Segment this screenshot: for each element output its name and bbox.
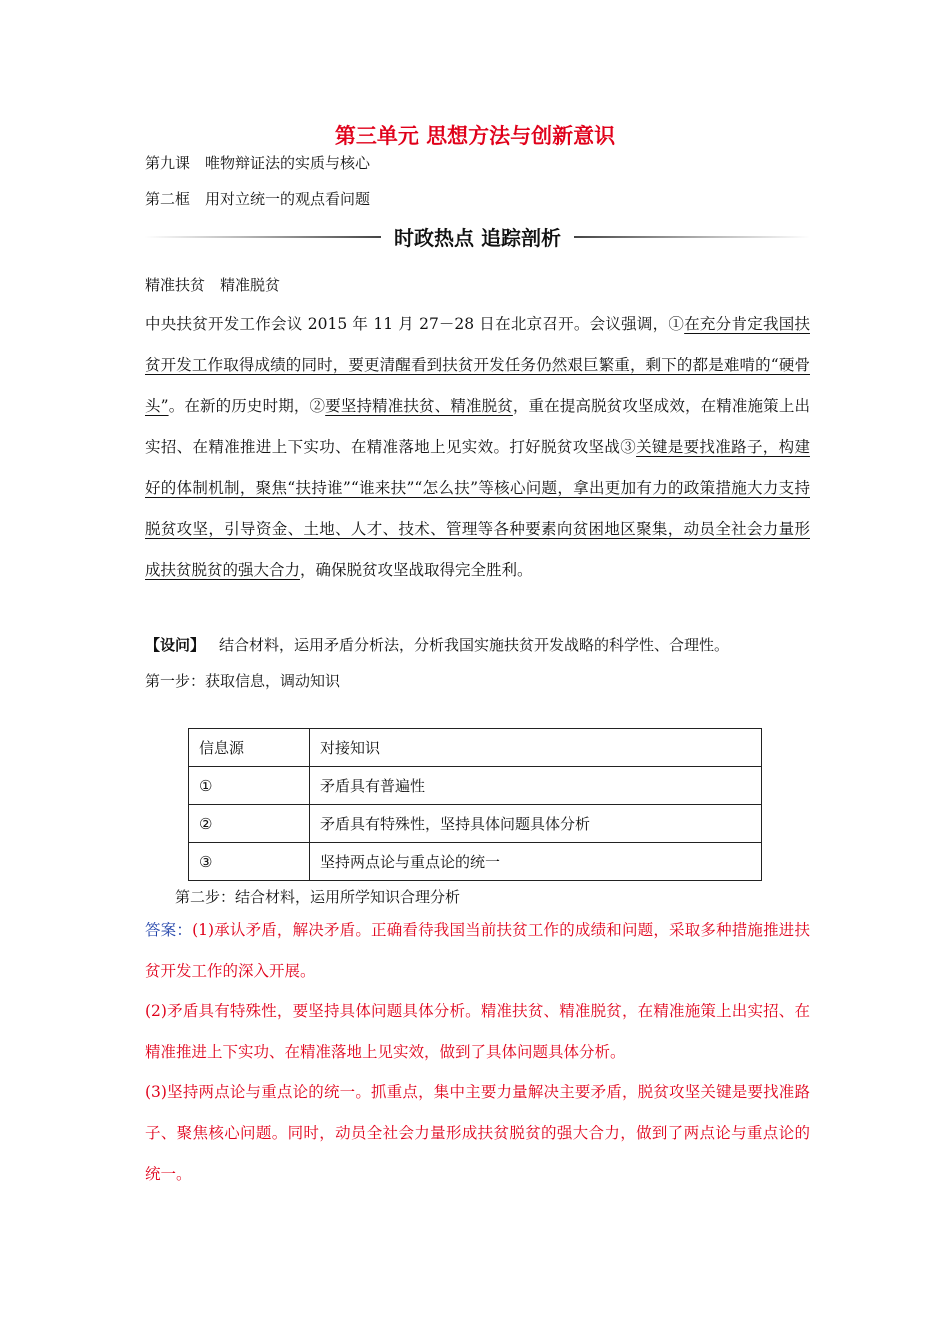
table-header-cell: 信息源 [189, 729, 310, 767]
material-text-4: ，确保脱贫攻坚战取得完全胜利。 [300, 561, 533, 579]
lesson-title: 第九课 唯物辩证法的实质与核心 [145, 154, 371, 172]
material-text-1: 中央扶贫开发工作会议 2015 年 11 月 27－28 日在北京召开。会议强调， [145, 315, 669, 333]
banner-rule-right [574, 236, 810, 238]
table-row [189, 843, 762, 881]
question-tag: 【设问】 [145, 636, 206, 654]
question [145, 634, 825, 655]
question-text: 结合材料，运用矛盾分析法，分析我国实施扶贫开发战略的科学性、合理性。 [219, 636, 730, 654]
table-cell: ① [189, 767, 310, 805]
step-one: 第一步：获取信息，调动知识 [145, 672, 341, 690]
table-header-row [189, 729, 762, 767]
answer-paragraph-2: (2)矛盾具有特殊性，要坚持具体问题具体分析。精准扶贫、精准脱贫，在精准施策上出实招、在精准推进上下实功、在精准落地上见实效，做到了具体问题具体分析。 [145, 1002, 810, 1061]
table-header-cell: 对接知识 [310, 729, 762, 767]
underlined-excerpt-2: 要坚持精准扶贫、精准脱贫 [325, 397, 513, 415]
material-paragraph [145, 304, 810, 591]
topic-heading: 精准扶贫 精准脱贫 [145, 276, 281, 294]
table-cell: ② [189, 805, 310, 843]
marker-1: ① [668, 315, 685, 333]
underlined-excerpt-3: 关键是要找准路子，构建好的体制机制，聚焦“扶持谁”“谁来扶”“怎么扶”等核心问题，拿出更加有力的政策措施大力支持脱贫攻坚，引导资金、土地、人才、技术、管理等各种要素向贫困地区聚集，动员全社会力量形成扶贫脱贫的强大合力 [145, 438, 810, 579]
material-text-2: 。在新的历史时期， [168, 397, 310, 415]
marker-2: ② [309, 397, 326, 415]
material-text-3: ，重在提高脱贫攻坚成效，在精准施策上出实招、在精准推进上下实功、在精准落地上见实效。打好脱贫攻坚战 [145, 397, 810, 456]
table-cell: 矛盾具有普遍性 [310, 767, 762, 805]
marker-3: ③ [620, 438, 637, 456]
answer-text-1: (1)承认矛盾，解决矛盾。正确看待我国当前扶贫工作的成绩和问题，采取多种措施推进扶贫开发工作的深入开展。 [145, 921, 810, 980]
frame-title: 第二框 用对立统一的观点看问题 [145, 190, 371, 208]
answer-label: 答案： [145, 921, 193, 939]
table-row [189, 767, 762, 805]
answer-paragraph-3: (3)坚持两点论与重点论的统一。抓重点，集中主要力量解决主要矛盾，脱贫攻坚关键是要找准路子、聚焦核心问题。同时，动员全社会力量形成扶贫脱贫的强大合力，做到了两点论与重点论的统一。 [145, 1083, 810, 1183]
info-table [188, 728, 762, 881]
underlined-excerpt-1: 在充分肯定我国扶贫开发工作取得成绩的同时，要更清醒看到扶贫开发任务仍然艰巨繁重，剩下的都是难啃的“硬骨头” [145, 315, 810, 415]
table-row [189, 805, 762, 843]
section-title: 时政热点 追踪剖析 [394, 226, 561, 250]
answer-paragraph-1 [145, 910, 810, 992]
table-cell: 坚持两点论与重点论的统一 [310, 843, 762, 881]
table-cell: 矛盾具有特殊性，坚持具体问题具体分析 [310, 805, 762, 843]
unit-title: 第三单元 思想方法与创新意识 [334, 124, 616, 148]
step-two: 第二步：结合材料，运用所学知识合理分析 [175, 888, 461, 906]
table-cell: ③ [189, 843, 310, 881]
section-banner [145, 222, 810, 252]
